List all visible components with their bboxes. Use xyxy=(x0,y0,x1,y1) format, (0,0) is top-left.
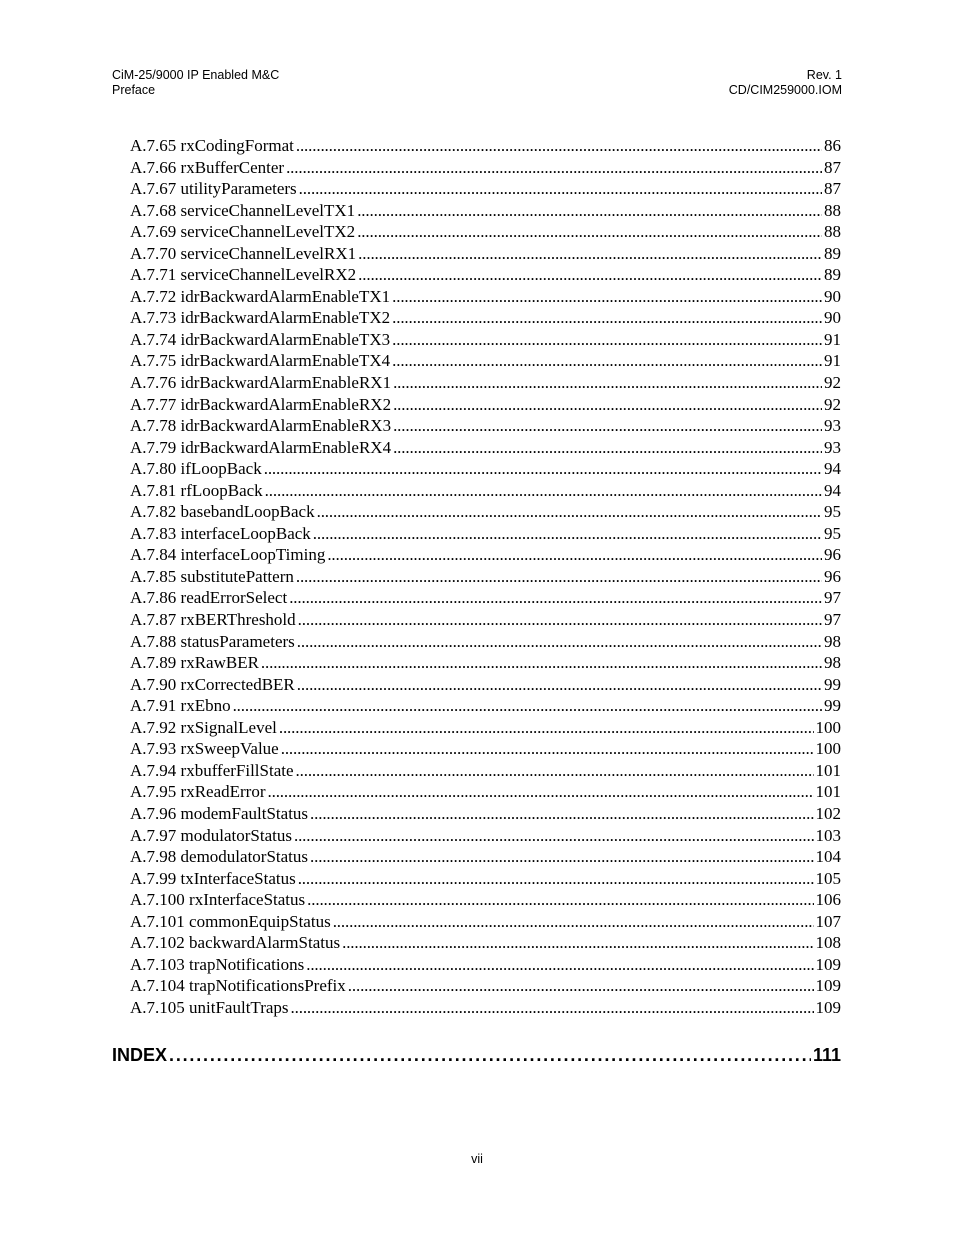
toc-entry[interactable] xyxy=(130,889,841,911)
toc-entry-label: A.7.94 rxbufferFillState xyxy=(130,760,294,780)
dot-leader xyxy=(393,394,822,416)
toc-entry[interactable] xyxy=(130,760,841,782)
toc-entry-page: 88 xyxy=(824,222,841,242)
toc-entry[interactable] xyxy=(130,458,841,480)
toc-entry-page: 98 xyxy=(824,653,841,673)
toc-entry[interactable] xyxy=(130,480,841,502)
dot-leader xyxy=(327,544,822,566)
toc-entry-page: 101 xyxy=(815,782,841,802)
toc-entry-page: 109 xyxy=(815,997,841,1017)
dot-leader xyxy=(297,674,822,696)
toc-entry-label: A.7.105 unitFaultTraps xyxy=(130,997,289,1017)
toc-entry-label: A.7.69 serviceChannelLevelTX2 xyxy=(130,222,356,242)
dot-leader xyxy=(296,566,822,588)
toc-entry-page: 96 xyxy=(824,566,841,586)
toc-entry-label: A.7.83 interfaceLoopBack xyxy=(130,523,311,543)
dot-leader xyxy=(298,609,822,631)
toc-entry-label: A.7.90 rxCorrectedBER xyxy=(130,674,295,694)
dot-leader xyxy=(294,825,814,847)
toc-entry[interactable] xyxy=(130,587,841,609)
toc-entry-label: A.7.102 backwardAlarmStatus xyxy=(130,933,341,953)
toc-entry[interactable] xyxy=(130,157,841,179)
toc-entry-page: 107 xyxy=(815,911,841,931)
toc-entry-label: A.7.80 ifLoopBack xyxy=(130,459,262,479)
dot-leader xyxy=(310,803,813,825)
toc-entry-label: A.7.93 rxSweepValue xyxy=(130,739,279,759)
toc-entry-label: A.7.91 rxEbno xyxy=(130,696,231,716)
dot-leader xyxy=(264,458,822,480)
dot-leader xyxy=(357,221,822,243)
document-number: CD/CIM259000.IOM xyxy=(728,83,842,97)
dot-leader xyxy=(393,372,822,394)
toc-entry[interactable] xyxy=(130,997,841,1019)
revision: Rev. 1 xyxy=(806,68,842,82)
toc-entry[interactable] xyxy=(130,415,841,437)
toc-entry[interactable] xyxy=(130,695,841,717)
toc-entry[interactable] xyxy=(130,846,841,868)
toc-entry-label: A.7.85 substitutePattern xyxy=(130,566,294,586)
toc-entry-label: A.7.81 rfLoopBack xyxy=(130,480,263,500)
toc-entry-label: A.7.79 idrBackwardAlarmEnableRX4 xyxy=(130,437,392,457)
toc-entry-label: A.7.73 idrBackwardAlarmEnableTX2 xyxy=(130,308,391,328)
toc-entry[interactable] xyxy=(130,674,841,696)
toc-entry-page: 97 xyxy=(824,588,841,608)
toc-entry-label: A.7.99 txInterfaceStatus xyxy=(130,868,296,888)
toc-entry[interactable] xyxy=(130,932,841,954)
toc-entry[interactable] xyxy=(130,717,841,739)
dot-leader xyxy=(286,157,822,179)
header-left xyxy=(112,68,279,98)
page-number: vii xyxy=(471,1152,483,1166)
dot-leader xyxy=(268,781,814,803)
toc-entry-page: 93 xyxy=(824,437,841,457)
toc-entry[interactable] xyxy=(130,954,841,976)
toc-entry-page: 108 xyxy=(815,933,841,953)
toc-entry-page: 95 xyxy=(824,523,841,543)
toc-entry-page: 92 xyxy=(824,373,841,393)
toc-entry-page: 96 xyxy=(824,545,841,565)
dot-leader xyxy=(392,307,822,329)
dot-leader xyxy=(333,911,814,933)
toc-entry-label: A.7.74 idrBackwardAlarmEnableTX3 xyxy=(130,329,391,349)
toc-entry-page: 89 xyxy=(824,265,841,285)
dot-leader xyxy=(296,135,822,157)
toc-entry[interactable] xyxy=(130,544,841,566)
toc-entry[interactable] xyxy=(130,652,841,674)
toc-entry-label: A.7.67 utilityParameters xyxy=(130,179,297,199)
dot-leader xyxy=(265,480,822,502)
dot-leader xyxy=(289,587,822,609)
toc-entry-label: A.7.98 demodulatorStatus xyxy=(130,847,309,867)
toc-entry-page: 101 xyxy=(815,760,841,780)
dot-leader xyxy=(393,437,822,459)
toc-entry[interactable] xyxy=(130,350,841,372)
toc-entry-page: 94 xyxy=(824,480,841,500)
section-name: Preface xyxy=(112,83,156,97)
toc-entry-page: 111 xyxy=(812,1045,841,1065)
dot-leader xyxy=(169,1043,811,1067)
toc-entry-label: A.7.66 rxBufferCenter xyxy=(130,157,285,177)
toc-entry-page: 99 xyxy=(824,674,841,694)
toc-entry[interactable] xyxy=(130,738,841,760)
toc-entry-page: 92 xyxy=(824,394,841,414)
toc-entry-label: A.7.82 basebandLoopBack xyxy=(130,502,315,522)
dot-leader xyxy=(392,350,822,372)
toc-entry[interactable] xyxy=(130,307,841,329)
toc-entry-label: A.7.96 modemFaultStatus xyxy=(130,803,309,823)
toc-entry-page: 109 xyxy=(815,954,841,974)
toc-entry-page: 87 xyxy=(824,179,841,199)
toc-entry[interactable] xyxy=(130,501,841,523)
toc-entry-label: A.7.77 idrBackwardAlarmEnableRX2 xyxy=(130,394,392,414)
toc-entry-page: 104 xyxy=(815,847,841,867)
toc-entry[interactable] xyxy=(130,394,841,416)
toc-entry[interactable] xyxy=(130,975,841,997)
toc-entry-page: 90 xyxy=(824,286,841,306)
toc-entry-label: A.7.65 rxCodingFormat xyxy=(130,136,294,155)
toc-entry-label: A.7.72 idrBackwardAlarmEnableTX1 xyxy=(130,286,391,306)
toc-entry-page: 94 xyxy=(824,459,841,479)
dot-leader xyxy=(233,695,822,717)
document-title: CiM-25/9000 IP Enabled M&C xyxy=(112,68,280,82)
toc-entry-page: 87 xyxy=(824,157,841,177)
dot-leader xyxy=(279,717,814,739)
toc-entry-label: A.7.76 idrBackwardAlarmEnableRX1 xyxy=(130,373,392,393)
toc-entry[interactable] xyxy=(130,243,841,265)
dot-leader xyxy=(357,200,822,222)
toc-entry-label: A.7.97 modulatorStatus xyxy=(130,825,292,845)
toc-entry-page: 99 xyxy=(824,696,841,716)
dot-leader xyxy=(317,501,822,523)
toc-entry-page: 88 xyxy=(824,200,841,220)
toc-entry[interactable] xyxy=(130,437,841,459)
toc-entry-page: 89 xyxy=(824,243,841,263)
toc-entry[interactable] xyxy=(130,372,841,394)
toc-entry-page: 91 xyxy=(824,351,841,371)
toc-entry-label: A.7.95 rxReadError xyxy=(130,782,266,802)
toc-entry-page: 95 xyxy=(824,502,841,522)
toc-entry-index[interactable] xyxy=(112,1043,841,1067)
toc-entry-label: A.7.88 statusParameters xyxy=(130,631,295,651)
dot-leader xyxy=(342,932,813,954)
dot-leader xyxy=(313,523,822,545)
toc-entry-label: A.7.101 commonEquipStatus xyxy=(130,911,331,931)
toc-entry[interactable] xyxy=(130,803,841,825)
toc-entry-page: 102 xyxy=(815,803,841,823)
toc-entry-page: 86 xyxy=(824,136,841,155)
toc-entry-page: 105 xyxy=(815,868,841,888)
toc-entry-page: 100 xyxy=(815,717,841,737)
toc-entry[interactable] xyxy=(130,781,841,803)
toc-entry-page: 100 xyxy=(815,739,841,759)
toc-entry-page: 98 xyxy=(824,631,841,651)
toc-entry[interactable] xyxy=(130,329,841,351)
toc-entry-label: A.7.104 trapNotificationsPrefix xyxy=(130,976,346,996)
toc-entry-label: A.7.71 serviceChannelLevelRX2 xyxy=(130,265,357,285)
toc-entry[interactable] xyxy=(130,523,841,545)
toc-entry-page: 90 xyxy=(824,308,841,328)
dot-leader xyxy=(297,631,822,653)
toc-entry-label: A.7.68 serviceChannelLevelTX1 xyxy=(130,200,356,220)
toc-entry-label: A.7.100 rxInterfaceStatus xyxy=(130,890,306,910)
toc-entry[interactable] xyxy=(130,609,841,631)
toc-entry[interactable] xyxy=(130,911,841,933)
toc-entry-label: A.7.78 idrBackwardAlarmEnableRX3 xyxy=(130,416,392,436)
toc-entry-label: A.7.75 idrBackwardAlarmEnableTX4 xyxy=(130,351,391,371)
dot-leader xyxy=(261,652,822,674)
toc-entry[interactable] xyxy=(130,825,841,847)
dot-leader xyxy=(393,415,822,437)
dot-leader xyxy=(306,954,813,976)
dot-leader xyxy=(291,997,814,1019)
toc-entry[interactable] xyxy=(130,566,841,588)
toc-entry-label: A.7.84 interfaceLoopTiming xyxy=(130,545,326,565)
toc-entry[interactable] xyxy=(130,200,841,222)
toc-entry-page: 93 xyxy=(824,416,841,436)
dot-leader xyxy=(310,846,813,868)
toc-entry-page: 106 xyxy=(815,890,841,910)
dot-leader xyxy=(358,243,822,265)
toc-entry[interactable] xyxy=(130,868,841,890)
toc-entry[interactable] xyxy=(130,631,841,653)
toc-entry-page: 91 xyxy=(824,329,841,349)
header-right xyxy=(729,68,842,98)
toc-entry-label: A.7.89 rxRawBER xyxy=(130,653,259,673)
dot-leader xyxy=(358,264,822,286)
toc-entry-page: 97 xyxy=(824,610,841,630)
toc-entry-label: A.7.92 rxSignalLevel xyxy=(130,717,277,737)
toc-entry-label: INDEX xyxy=(112,1045,168,1065)
table-of-contents xyxy=(130,135,841,1018)
toc-entry-page: 103 xyxy=(815,825,841,845)
dot-leader xyxy=(392,286,822,308)
toc-entry[interactable] xyxy=(130,178,841,200)
dot-leader xyxy=(348,975,814,997)
dot-leader xyxy=(392,329,822,351)
toc-entry-label: A.7.86 readErrorSelect xyxy=(130,588,288,608)
dot-leader xyxy=(296,760,814,782)
toc-entry[interactable] xyxy=(130,286,841,308)
dot-leader xyxy=(298,868,814,890)
dot-leader xyxy=(307,889,813,911)
dot-leader xyxy=(281,738,814,760)
toc-entry-page: 109 xyxy=(815,976,841,996)
toc-entry-label: A.7.70 serviceChannelLevelRX1 xyxy=(130,243,357,263)
toc-entry-label: A.7.103 trapNotifications xyxy=(130,954,305,974)
toc-entry-label: A.7.87 rxBERThreshold xyxy=(130,610,296,630)
toc-entry[interactable] xyxy=(130,264,841,286)
toc-entry[interactable] xyxy=(130,221,841,243)
toc-entry[interactable] xyxy=(130,135,841,157)
dot-leader xyxy=(299,178,822,200)
